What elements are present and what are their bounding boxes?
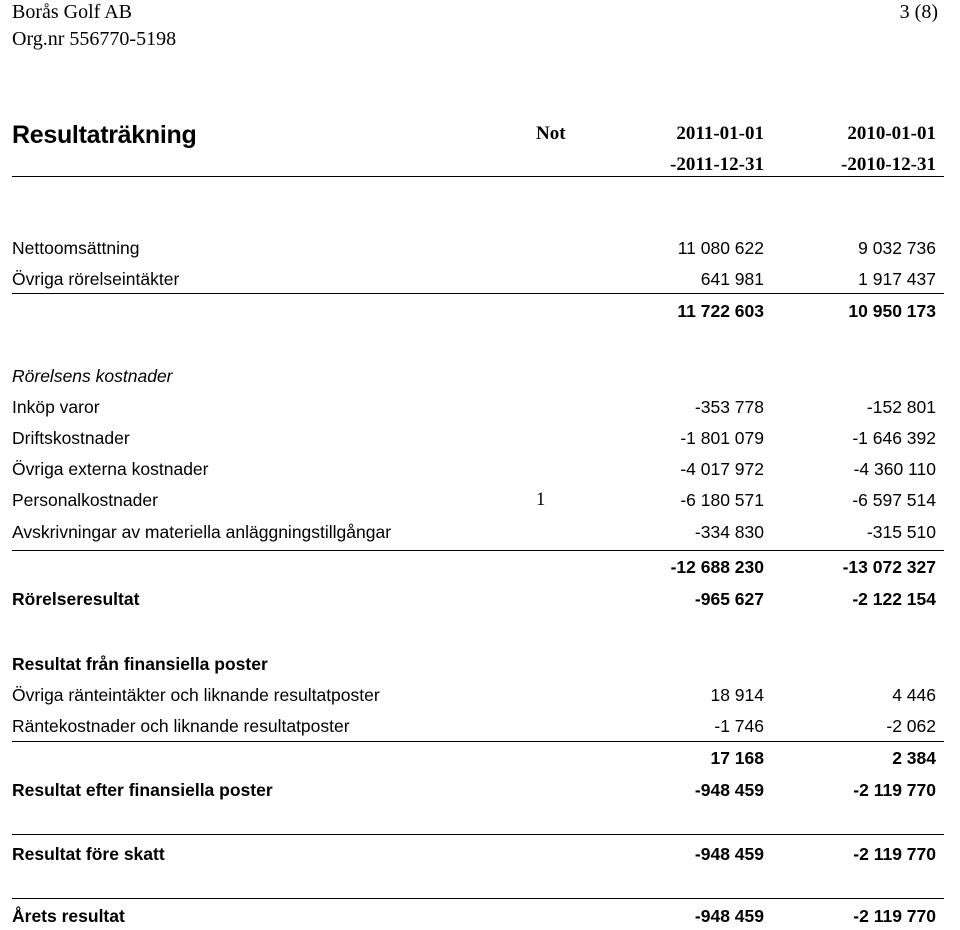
subtotal-row bbox=[0, 553, 960, 581]
row-label: Avskrivningar av materiella anläggningstillgångar bbox=[12, 522, 392, 542]
current-year-header-start: 2011-01-01 bbox=[676, 123, 764, 144]
row-label: Nettoomsättning bbox=[12, 238, 140, 258]
table-row bbox=[0, 486, 960, 514]
current-year-value: -12 688 230 bbox=[670, 557, 764, 577]
prior-year-value: 10 950 173 bbox=[848, 301, 936, 321]
row-label: Rörelsens kostnader bbox=[12, 366, 173, 386]
note-column-header: Not bbox=[536, 123, 566, 144]
section-heading bbox=[0, 362, 960, 390]
section-heading bbox=[0, 650, 960, 678]
current-year-value: -965 627 bbox=[694, 589, 764, 609]
prior-year-value: 9 032 736 bbox=[858, 238, 936, 258]
subtotal-row bbox=[0, 297, 960, 325]
net-result-row bbox=[0, 902, 960, 930]
operating-result-row bbox=[0, 585, 960, 613]
table-row bbox=[0, 424, 960, 452]
current-year-value: -334 830 bbox=[694, 522, 764, 542]
table-row bbox=[0, 265, 960, 293]
row-label: Årets resultat bbox=[12, 906, 125, 926]
table-row bbox=[0, 712, 960, 740]
prior-year-header-start: 2010-01-01 bbox=[847, 123, 936, 144]
current-year-value: 11 722 603 bbox=[677, 301, 764, 321]
current-year-value: -1 746 bbox=[714, 716, 764, 736]
current-year-value: -353 778 bbox=[694, 397, 764, 417]
prior-year-value: -2 119 770 bbox=[853, 780, 936, 800]
note-reference: 1 bbox=[536, 490, 546, 510]
subtotal-row bbox=[0, 744, 960, 772]
prior-year-value: -315 510 bbox=[866, 522, 936, 542]
header-divider bbox=[12, 176, 944, 177]
subtotal-divider bbox=[12, 550, 944, 551]
prior-year-value: -13 072 327 bbox=[842, 557, 936, 577]
table-row bbox=[0, 234, 960, 262]
prior-year-value: -6 597 514 bbox=[852, 490, 936, 510]
table-row bbox=[0, 455, 960, 483]
subtotal-divider bbox=[12, 741, 944, 742]
prior-year-value: -2 122 154 bbox=[852, 589, 936, 609]
current-year-value: -1 801 079 bbox=[680, 428, 764, 448]
current-year-value: 17 168 bbox=[710, 748, 764, 768]
company-name: Borås Golf AB bbox=[12, 1, 132, 23]
row-label: Övriga ränteintäkter och liknande resultatposter bbox=[12, 685, 380, 705]
current-year-value: 18 914 bbox=[710, 685, 764, 705]
prior-year-value: 4 446 bbox=[892, 685, 936, 705]
page-number: 3 (8) bbox=[899, 1, 938, 23]
prior-year-value: -4 360 110 bbox=[853, 459, 936, 479]
current-year-value: 641 981 bbox=[700, 269, 764, 289]
row-label: Personalkostnader bbox=[12, 490, 158, 510]
prior-year-value: -2 119 770 bbox=[853, 844, 936, 864]
current-year-value: 11 080 622 bbox=[677, 238, 764, 258]
prior-year-value: -1 646 392 bbox=[852, 428, 936, 448]
row-label: Resultat efter finansiella poster bbox=[12, 780, 273, 800]
prior-year-value: 2 384 bbox=[892, 748, 936, 768]
section-divider bbox=[12, 834, 944, 835]
row-label: Resultat före skatt bbox=[12, 844, 165, 864]
row-label: Övriga rörelseintäkter bbox=[12, 269, 180, 289]
row-label: Resultat från finansiella poster bbox=[12, 654, 268, 674]
prior-year-header-end: -2010-12-31 bbox=[841, 154, 936, 175]
row-label: Övriga externa kostnader bbox=[12, 459, 209, 479]
result-after-financial-row bbox=[0, 776, 960, 804]
statement-title: Resultaträkning bbox=[12, 121, 197, 149]
current-year-value: -4 017 972 bbox=[680, 459, 764, 479]
current-year-header-end: -2011-12-31 bbox=[670, 154, 764, 175]
current-year-value: -948 459 bbox=[694, 780, 764, 800]
table-row bbox=[0, 518, 960, 546]
current-year-value: -948 459 bbox=[694, 906, 764, 926]
prior-year-value: -2 062 bbox=[886, 716, 936, 736]
prior-year-value: 1 917 437 bbox=[858, 269, 936, 289]
row-label: Inköp varor bbox=[12, 397, 100, 417]
current-year-value: -6 180 571 bbox=[680, 490, 764, 510]
table-row bbox=[0, 681, 960, 709]
row-label: Räntekostnader och liknande resultatposter bbox=[12, 716, 350, 736]
row-label: Rörelseresultat bbox=[12, 589, 140, 609]
prior-year-value: -152 801 bbox=[866, 397, 936, 417]
current-year-value: -948 459 bbox=[694, 844, 764, 864]
subtotal-divider bbox=[12, 293, 944, 294]
table-row bbox=[0, 393, 960, 421]
org-number: Org.nr 556770-5198 bbox=[12, 28, 177, 50]
result-before-tax-row bbox=[0, 840, 960, 868]
section-divider bbox=[12, 898, 944, 899]
prior-year-value: -2 119 770 bbox=[853, 906, 936, 926]
row-label: Driftskostnader bbox=[12, 428, 130, 448]
